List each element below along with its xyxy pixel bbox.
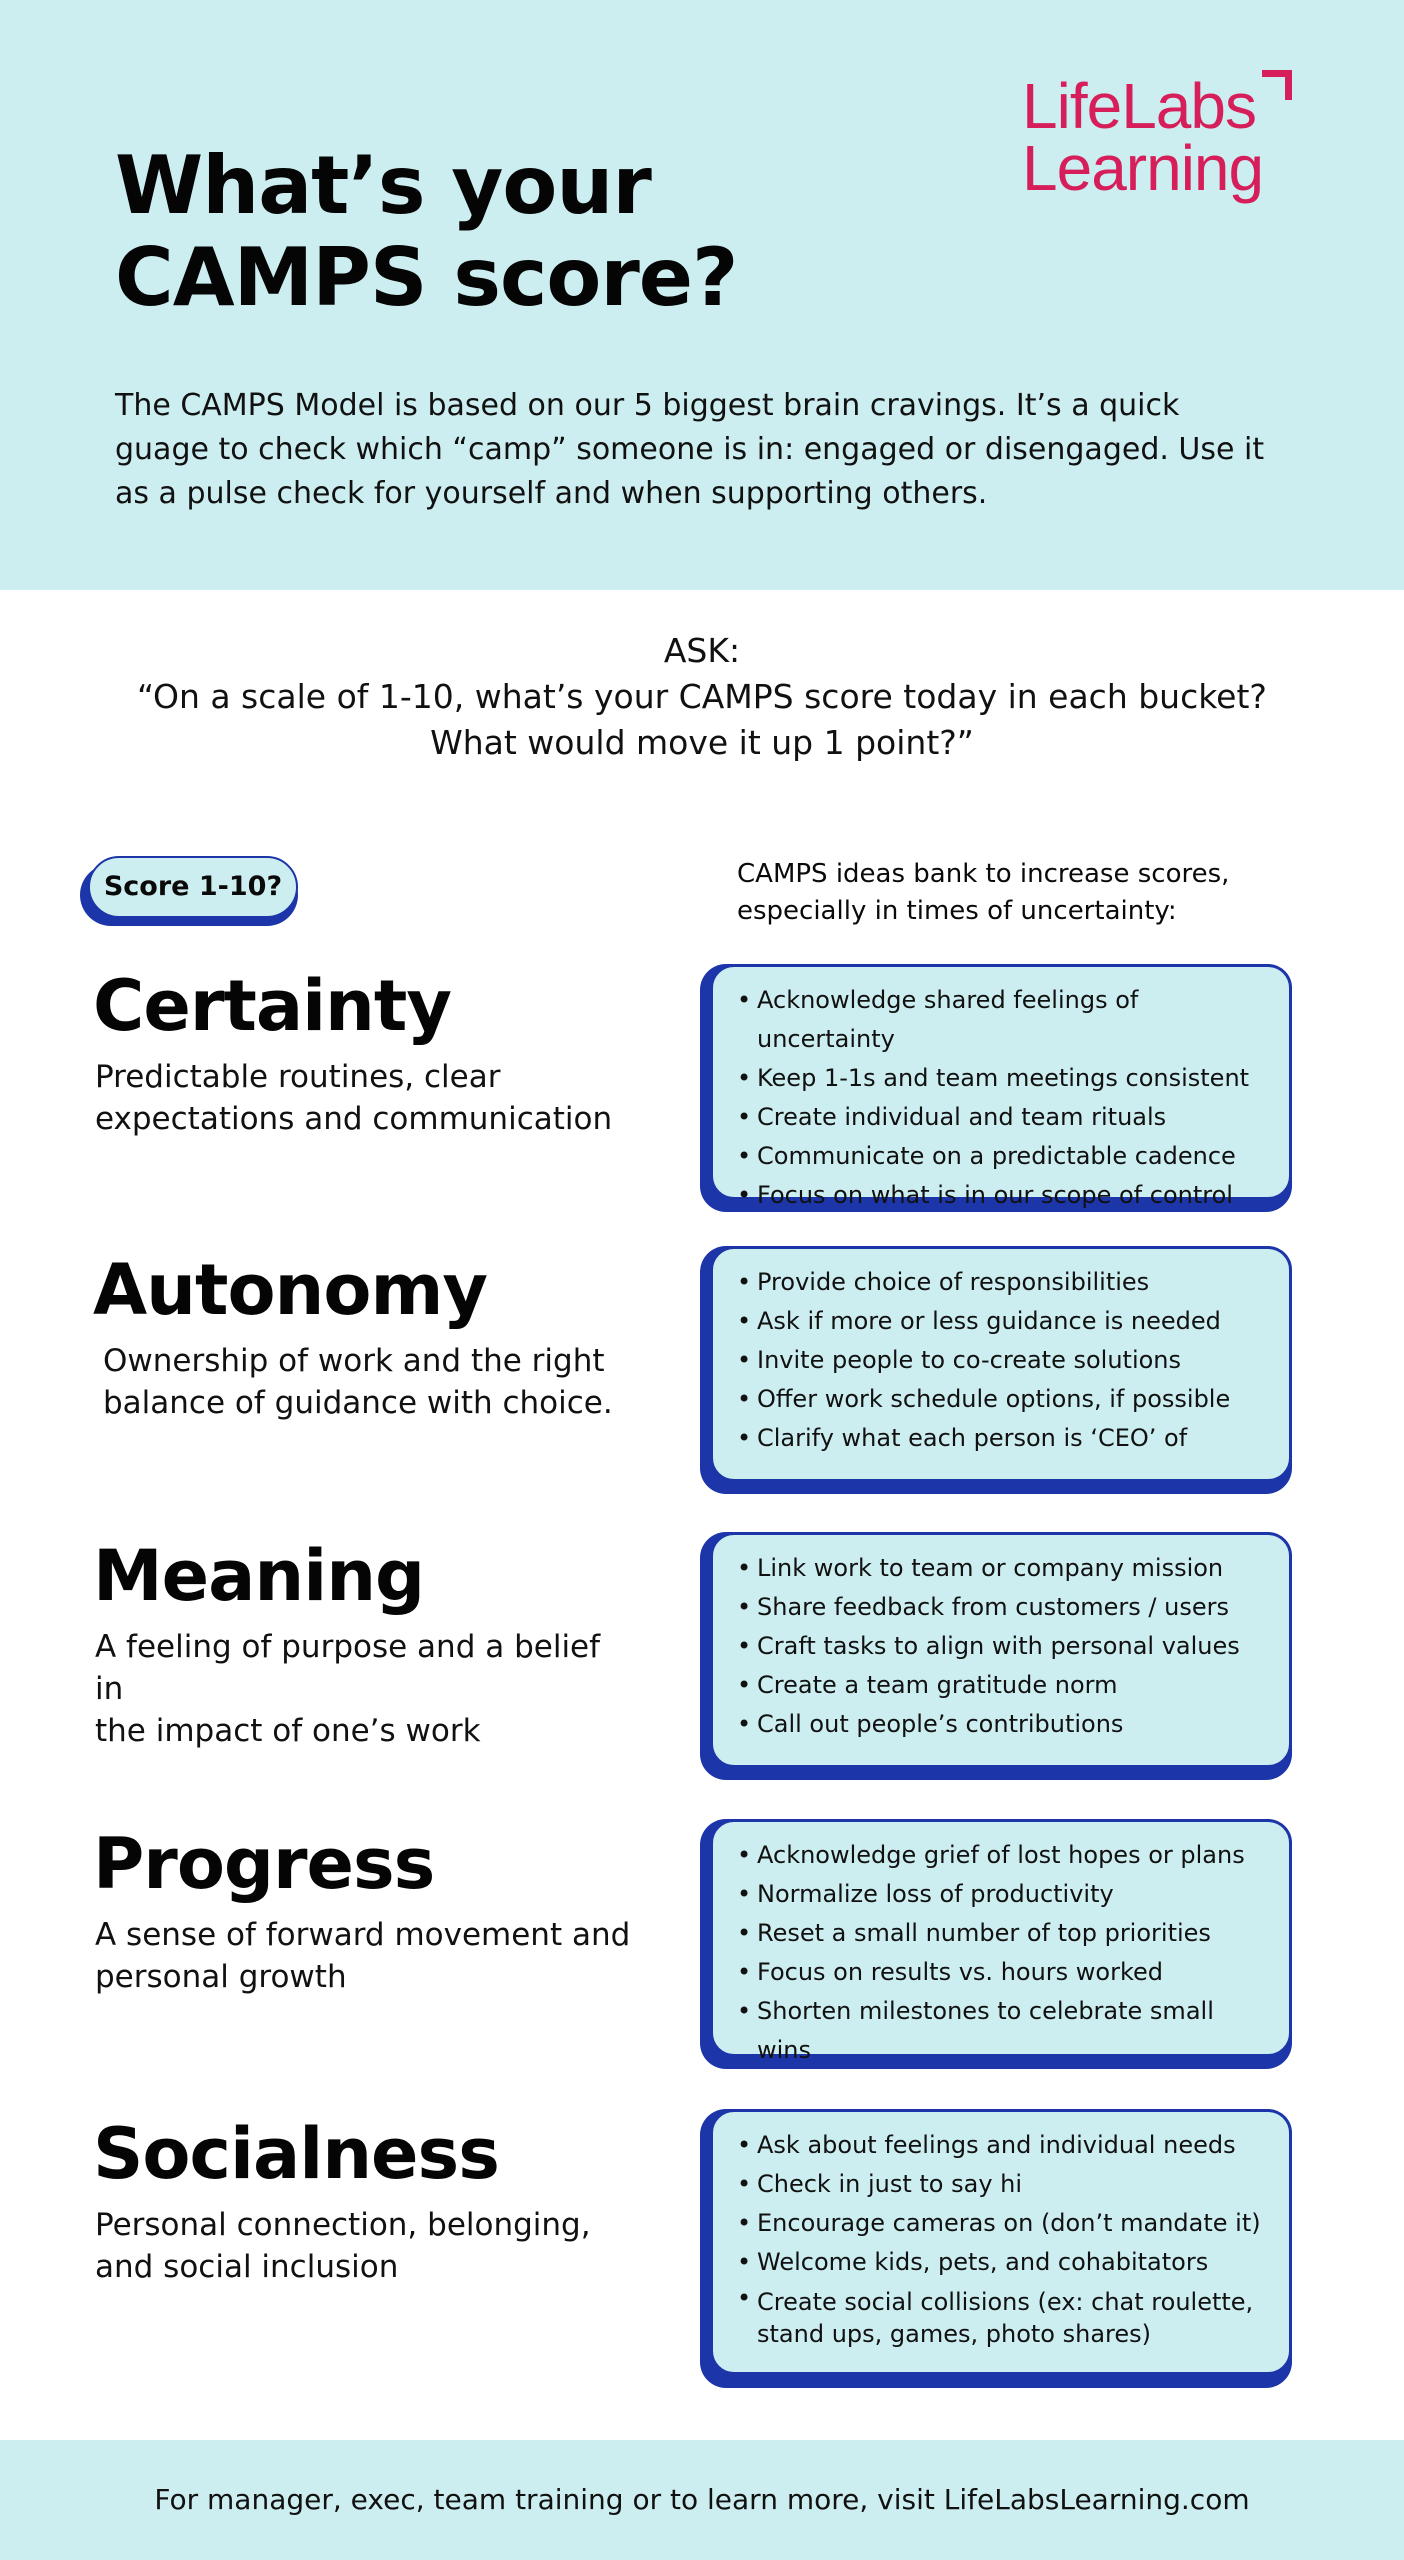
- ideas-list: [743, 1549, 1271, 1744]
- intro-text: The CAMPS Model is based on our 5 biggest brain cravings. It’s a quick guage to check which “camp” someone is in: engaged or disengaged. Use it as a pulse check for yourself and when supporting others.: [115, 388, 1265, 511]
- idea-item: • Ask about feelings and individual needs: [743, 2126, 1271, 2165]
- card-face: [710, 1532, 1292, 1768]
- idea-item: • Ask if more or less guidance is needed: [743, 1302, 1271, 1341]
- ideas-list: [743, 1263, 1271, 1458]
- ideas-card-progress: [700, 1819, 1292, 2069]
- footer-text[interactable]: For manager, exec, team training or to learn more, visit LifeLabsLearning.com: [154, 2483, 1250, 2516]
- camp-name: Meaning: [93, 1535, 425, 1617]
- header-section: [0, 0, 1404, 590]
- ask-question-line-1: “On a scale of 1-10, what’s your CAMPS score today in each bucket?: [137, 677, 1267, 716]
- idea-item: • Reset a small number of top priorities: [743, 1914, 1271, 1953]
- ask-label: ASK:: [663, 631, 741, 670]
- camp-name: Socialness: [93, 2113, 499, 2195]
- camp-desc-line-2: the impact of one’s work: [95, 1713, 481, 1749]
- camp-description: [95, 1914, 635, 1998]
- idea-item: • Focus on results vs. hours worked: [743, 1953, 1271, 1992]
- idea-item: • Share feedback from customers / users: [743, 1588, 1271, 1627]
- logo-line-1: LifeLabs: [1022, 70, 1256, 142]
- ideas-list: [743, 981, 1271, 1215]
- camp-desc-line-1: Personal connection, belonging,: [95, 2207, 591, 2243]
- ideas-heading-line-1: CAMPS ideas bank to increase scores,: [737, 859, 1230, 889]
- idea-item: • Clarify what each person is ‘CEO’ of: [743, 1419, 1271, 1458]
- score-pill-label: Score 1-10?: [88, 856, 298, 918]
- camp-desc-line-1: A feeling of purpose and a belief in: [95, 1629, 601, 1707]
- page-title: [115, 140, 737, 324]
- card-face: [710, 2109, 1292, 2375]
- ideas-card-socialness: [700, 2109, 1292, 2388]
- card-face: [710, 1819, 1292, 2064]
- idea-item: • Create social collisions (ex: chat roulette, stand ups, games, photo shares): [743, 2282, 1271, 2350]
- footer-banner: [0, 2440, 1404, 2560]
- lifelabs-logo: [1022, 68, 1302, 208]
- ideas-heading-line-2: especially in times of uncertainty:: [737, 896, 1177, 926]
- idea-item: • Acknowledge shared feelings of uncertainty: [743, 981, 1271, 1059]
- idea-item: • Shorten milestones to celebrate small wins: [743, 1992, 1271, 2070]
- camp-desc-line-1: A sense of forward movement and: [95, 1917, 631, 1953]
- idea-item: • Link work to team or company mission: [743, 1549, 1271, 1588]
- camp-description: [95, 2204, 635, 2288]
- card-face: [710, 964, 1292, 1209]
- idea-item: • Call out people’s contributions: [743, 1705, 1271, 1744]
- camp-name: Certainty: [93, 965, 451, 1047]
- card-face: [710, 1246, 1292, 1482]
- camp-desc-line-2: and social inclusion: [95, 2249, 399, 2285]
- ideas-card-certainty: [700, 964, 1292, 1212]
- idea-item: • Create a team gratitude norm: [743, 1666, 1271, 1705]
- logo-bracket-icon: [1262, 70, 1292, 100]
- ask-question-line-2: What would move it up 1 point?”: [430, 723, 974, 762]
- score-pill: [80, 856, 300, 926]
- idea-item: • Normalize loss of productivity: [743, 1875, 1271, 1914]
- camp-desc-line-1: Ownership of work and the right: [103, 1343, 605, 1379]
- idea-item: • Craft tasks to align with personal values: [743, 1627, 1271, 1666]
- ideas-list: [743, 2126, 1271, 2350]
- logo-line-2: Learning: [1022, 132, 1264, 204]
- camp-description: [95, 1626, 635, 1752]
- idea-item: • Offer work schedule options, if possible: [743, 1380, 1271, 1419]
- camp-description: [95, 1056, 635, 1140]
- ideas-card-autonomy: [700, 1246, 1292, 1494]
- idea-item: • Invite people to co-create solutions: [743, 1341, 1271, 1380]
- title-line-2: CAMPS score?: [115, 231, 738, 324]
- idea-item: • Provide choice of responsibilities: [743, 1263, 1271, 1302]
- idea-item: • Create individual and team rituals: [743, 1098, 1271, 1137]
- title-line-1: What’s your: [115, 139, 651, 232]
- camp-description: [103, 1340, 643, 1424]
- idea-item: • Welcome kids, pets, and cohabitators: [743, 2243, 1271, 2282]
- idea-item: • Keep 1-1s and team meetings consistent: [743, 1059, 1271, 1098]
- ideas-bank-heading: [737, 856, 1337, 930]
- idea-item: • Acknowledge grief of lost hopes or plans: [743, 1836, 1271, 1875]
- idea-item: • Encourage cameras on (don’t mandate it): [743, 2204, 1271, 2243]
- camp-desc-line-1: Predictable routines, clear: [95, 1059, 501, 1095]
- ideas-card-meaning: [700, 1532, 1292, 1780]
- camp-desc-line-2: balance of guidance with choice.: [103, 1385, 613, 1421]
- camp-desc-line-2: personal growth: [95, 1959, 347, 1995]
- ask-prompt: [0, 628, 1404, 766]
- idea-item: • Communicate on a predictable cadence: [743, 1137, 1271, 1176]
- ideas-list: [743, 1836, 1271, 2070]
- camp-name: Progress: [93, 1823, 435, 1905]
- camp-desc-line-2: expectations and communication: [95, 1101, 613, 1137]
- idea-item: • Focus on what is in our scope of control: [743, 1176, 1271, 1215]
- camp-name: Autonomy: [93, 1249, 488, 1331]
- idea-item: • Check in just to say hi: [743, 2165, 1271, 2204]
